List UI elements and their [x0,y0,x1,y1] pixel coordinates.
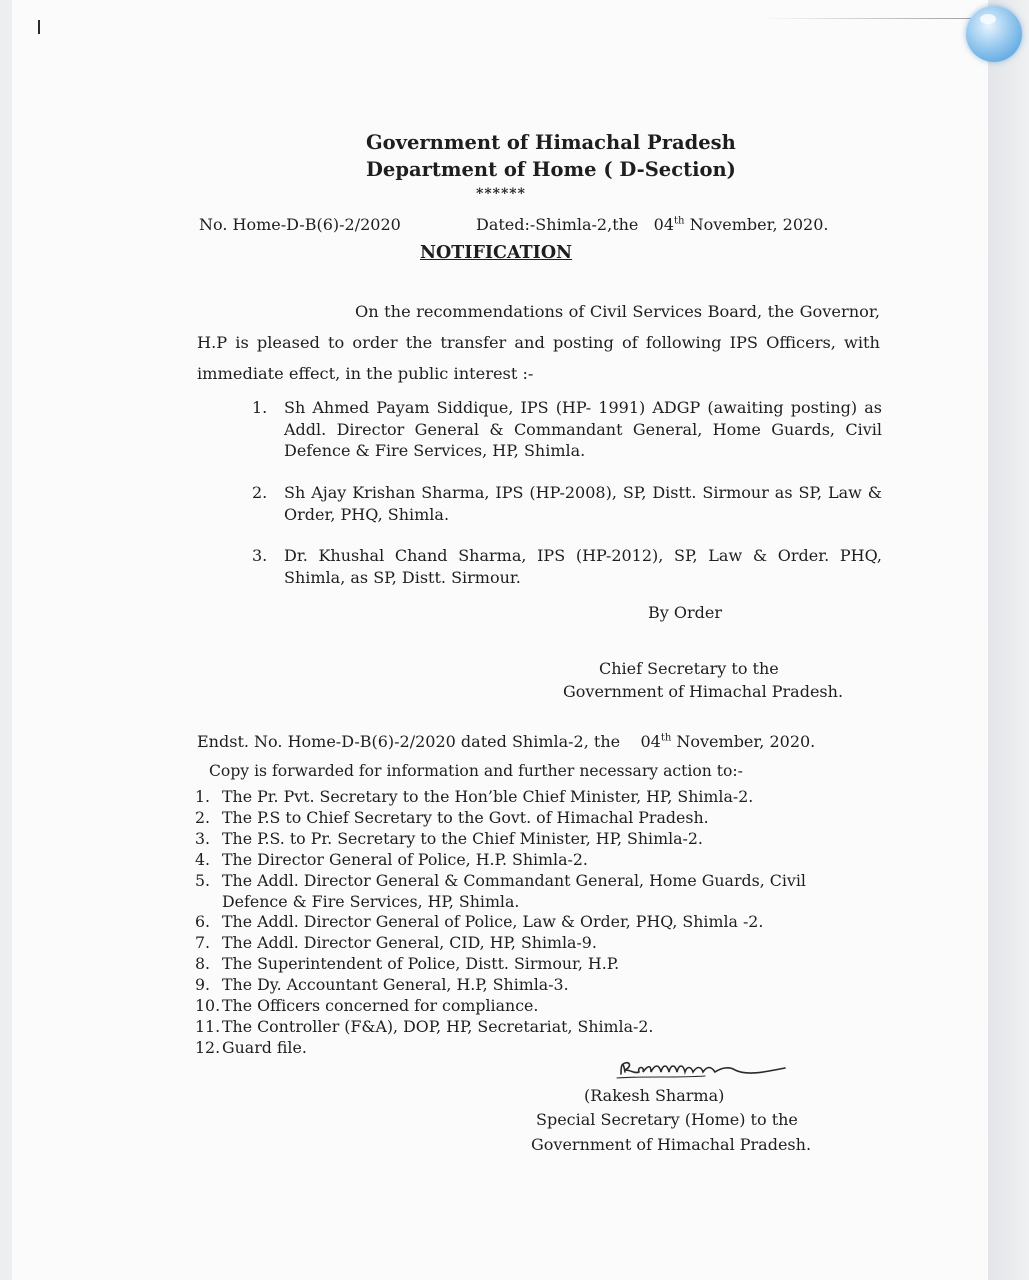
list-number: 5. [195,870,211,890]
list-text: The Superintendent of Police, Distt. Sirmour, H.P. [222,954,620,974]
list-item [195,829,895,850]
header-government: Government of Himachal Pradesh [366,131,736,154]
by-order: By Order [648,603,723,622]
list-text: The Addl. Director General & Commandant General, Home Guards, Civil Defence & Fire Services, HP, Shimla. [222,870,806,911]
signatory-org: Government of Himachal Pradesh. [531,1135,812,1154]
reference-date [476,214,828,236]
signatory-name: (Rakesh Sharma) [584,1086,725,1105]
list-text: The P.S to Chief Secretary to the Govt. of Himachal Pradesh. [222,807,709,827]
list-text: The Dy. Accountant General, H.P, Shimla-3. [222,975,569,995]
list-item [195,975,895,996]
list-item [195,954,895,975]
list-item [195,996,895,1017]
list-number: 2. [195,807,211,827]
chief-secretary-org: Government of Himachal Pradesh. [563,682,844,701]
order-text: Sh Ajay Krishan Sharma, IPS (HP-2008), SP, Distt. Sirmour as SP, Law & Order, PHQ, Shimla. [284,483,882,524]
list-text: The Pr. Pvt. Secretary to the Hon’ble Chief Minister, HP, Shimla-2. [222,787,754,806]
order-number: 1. [252,398,268,417]
endorsement-day: 04 [640,732,661,751]
date-month-year: November, 2020. [689,215,829,234]
list-number: 6. [195,912,211,932]
order-number: 2. [252,483,268,502]
list-text: Guard file. [222,1037,307,1057]
list-item [195,1038,895,1059]
scan-line [760,18,990,19]
copy-intro: Copy is forwarded for information and further necessary action to:- [209,762,743,780]
list-number: 9. [195,975,211,995]
list-item [195,1017,895,1038]
reference-number: No. Home-D-B(6)-2/2020 [199,215,401,234]
order-item [252,545,882,588]
order-number: 3. [252,546,268,565]
list-text: The Addl. Director General of Police, Law & Order, PHQ, Shimla -2. [222,912,764,932]
header-stars: ****** [476,186,526,202]
endorsement-prefix: Endst. No. Home-D-B(6)-2/2020 dated Shimla-2, the [197,732,621,751]
header-department: Department of Home ( D-Section) [366,158,736,181]
signatory-designation: Special Secretary (Home) to the [536,1110,798,1129]
date-prefix: Dated:-Shimla-2,the [476,215,639,234]
list-item [195,808,895,829]
endorsement-month-year: November, 2020. [676,732,816,751]
list-text: The Officers concerned for compliance. [222,996,539,1016]
list-number: 4. [195,849,211,869]
handwritten-signature [615,1052,790,1084]
copy-list [195,787,895,1059]
scan-mark [38,20,40,34]
chief-secretary-title: Chief Secretary to the [599,659,779,678]
page-edge-shadow [988,0,1029,1280]
assistive-touch-icon[interactable] [966,6,1022,62]
notification-intro: On the recommendations of Civil Services Board, the Governor, H.P is pleased to order the transfer and posting of following IPS Officers, with immediate effect, in the public interest :- [197,302,880,383]
list-text: The Addl. Director General, CID, HP, Shimla-9. [222,933,597,953]
list-text: The Director General of Police, H.P. Shimla-2. [222,849,588,869]
list-text: The Controller (F&A), DOP, HP, Secretariat, Shimla-2. [222,1016,654,1036]
list-item [195,912,895,933]
list-item [195,871,822,913]
list-number: 11. [195,1016,221,1036]
list-number: 1. [195,787,211,806]
list-number: 3. [195,828,211,848]
date-day-suffix: th [674,215,685,227]
list-number: 8. [195,954,211,974]
endorsement-day-suffix: th [660,732,672,744]
order-text: Dr. Khushal Chand Sharma, IPS (HP-2012), SP, Law & Order. PHQ, Shimla, as SP, Distt. Sirmour. [284,546,882,587]
list-item [195,787,895,808]
endorsement-line [197,731,815,753]
list-text: The P.S. to Pr. Secretary to the Chief Minister, HP, Shimla-2. [222,828,703,848]
list-item [195,850,895,871]
list-number: 7. [195,933,211,953]
order-item [252,482,882,525]
order-text: Sh Ahmed Payam Siddique, IPS (HP- 1991) ADGP (awaiting posting) as Addl. Director General & Commandant General, Home Guards, Civil Defence & Fire Services, HP, Shimla. [284,398,882,460]
list-number: 10. [195,996,221,1016]
date-day: 04 [653,215,675,234]
order-item [252,397,882,462]
list-item [195,933,895,954]
list-number: 12. [195,1037,221,1057]
notification-title: NOTIFICATION [420,243,573,263]
